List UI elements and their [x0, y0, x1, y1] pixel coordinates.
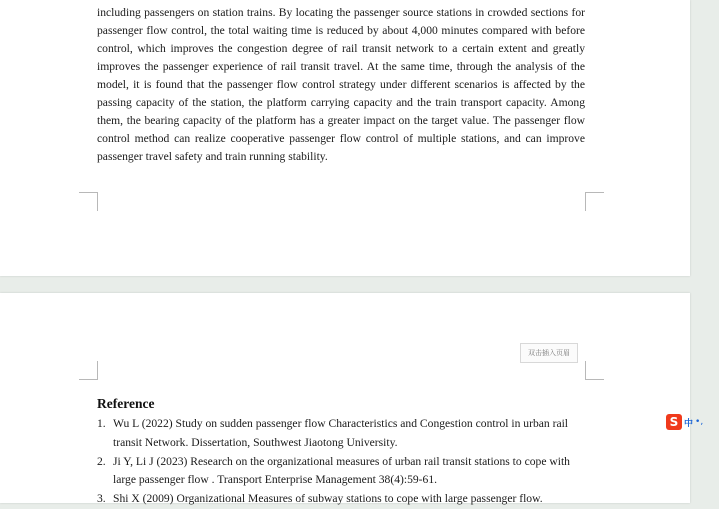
page-corner-mark [79, 192, 98, 211]
document-page-2 [0, 293, 690, 503]
page-corner-mark [585, 361, 604, 380]
reference-item[interactable] [97, 415, 585, 452]
reference-item[interactable] [97, 490, 585, 509]
reference-heading[interactable]: Reference [97, 396, 155, 411]
header-placeholder[interactable]: 双击插入页眉 [520, 343, 578, 363]
reference-number: 2. [97, 454, 106, 468]
page-corner-mark [585, 192, 604, 211]
reference-number: 1. [97, 417, 106, 430]
ime-punctuation-mode[interactable]: •, [695, 417, 704, 427]
reference-text: Shi X (2009) Organizational Measures of subway stations to cope with large passenger flow. [113, 492, 543, 505]
reference-text: Ji Y, Li J (2023) Research on the organizational measures of urban rail transit stations to cope with large passenger flow . Transport Enterprise Management 38(4):59-61. [113, 454, 570, 486]
reference-list [97, 415, 585, 509]
ime-language-mode[interactable]: 中 [684, 418, 694, 429]
body-paragraph[interactable]: including passengers on station trains. By locating the passenger source stations in crowded sections for passenger flow control, the total waiting time is reduced by about 4,000 minutes compared with before control, which improves the congestion degree of rail transit network to a certain extent and greatly improves the passenger experience of rail transit travel. At the same time, through the analysis of the model, it is found that the passenger flow control strategy under different scenarios is affected by the passing capacity of the station, the platform carrying capacity and the train transport capacity. Among them, the bearing capacity of the platform has a greater impact on the target value. The passenger flow control method can realize cooperative passenger flow control of multiple stations, and can improve passenger travel safety and train running stability. [97, 6, 585, 163]
ime-logo-icon[interactable]: S [666, 414, 682, 430]
reference-number: 3. [97, 492, 106, 505]
reference-item[interactable] [97, 453, 585, 490]
reference-text: Wu L (2022) Study on sudden passenger flow Characteristics and Congestion control in urban rail transit Network. Dissertation, Southwest Jiaotong University. [113, 417, 569, 449]
ime-toolbar[interactable] [666, 413, 719, 431]
page-corner-mark [79, 361, 98, 380]
